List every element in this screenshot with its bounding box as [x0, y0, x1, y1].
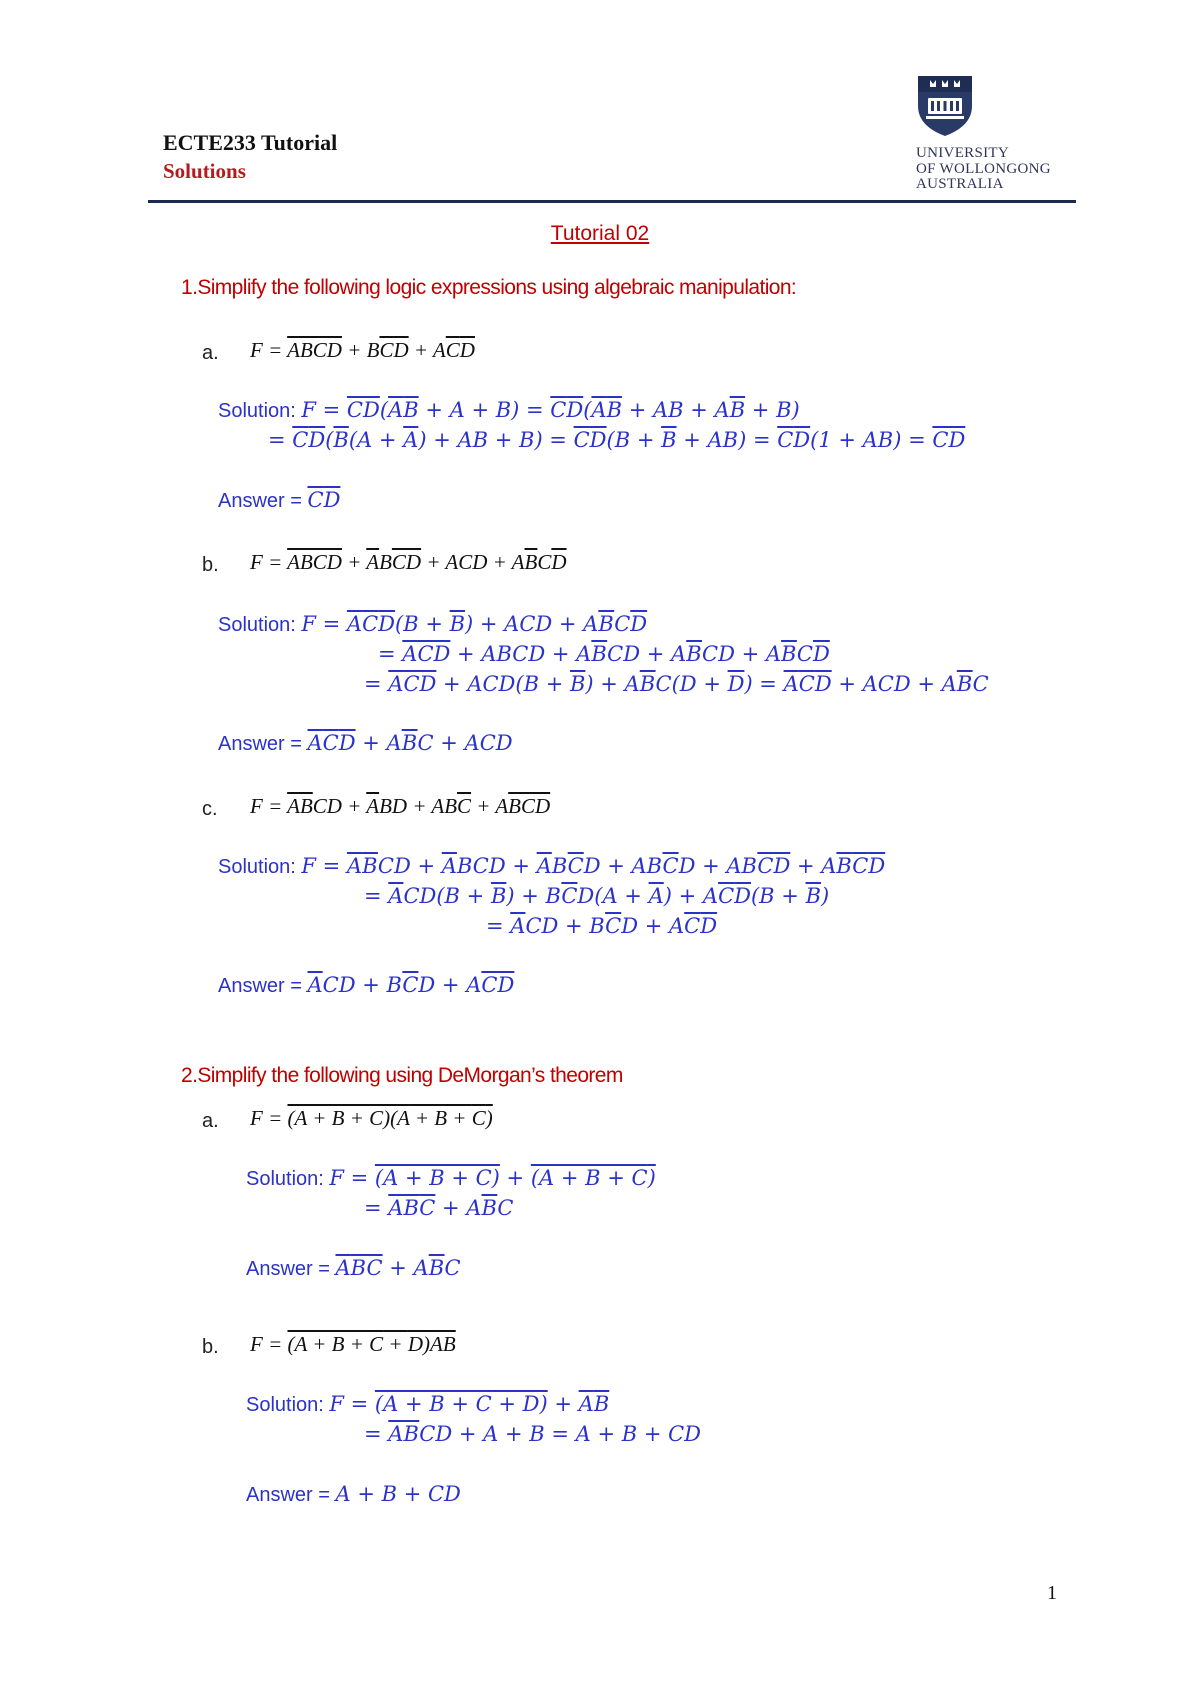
part-1a-answer: Answer = $\overline{C}\overline{D}$: [218, 488, 341, 512]
part-1c-answer: Answer = $\overline{A}CD + B\overline{C}D + A\overline{C}\overline{D}$: [218, 973, 515, 997]
university-line: AUSTRALIA: [916, 176, 1004, 192]
part-1b-solution-line-3: = $\overline{A}\overline{C}\overline{D} + ACD(B + \overline{B}) + A\overline{B}C(D + \overline{D}) = \overline{A}\overline{C}\overline{D}$ + ACD + $A\overline{B}C$: [364, 672, 989, 696]
part-2b-label: b.: [202, 1336, 219, 1358]
part-1c-solution-line-2: = $\overline{A}CD(B + \overline{B}) + B\overline{C}D(A + \overline{A}) + A\overline{C}\overline{D}(B + \overline{B})$: [364, 884, 830, 908]
part-1a-expression: F = ABCD + $B\overline{C}\overline{D} + A\overline{C}\overline{D}$: [250, 338, 475, 362]
part-1b-solution-line-2: = $\overline{A}\overline{C}\overline{D}$ + ABCD + $A\overline{B}CD + A\overline{B}CD + A\overline{B}C\overline{D}$: [378, 642, 830, 666]
part-2b-solution-line-2: = $\overline{A}\overline{B}CD + A + B = A + B$ + CD: [364, 1422, 702, 1446]
part-1c-expression: $F = \overline{AB}CD + \overline{A}BD + AB\overline{C} + A\overline{BCD}$: [250, 794, 551, 818]
part-1c-solution-line-3: = $\overline{A}CD + B\overline{C}D + A\overline{C}\overline{D}$: [486, 914, 718, 938]
part-1a-label: a.: [202, 342, 219, 364]
part-1b-label: b.: [202, 554, 219, 576]
part-1c-label: c.: [202, 798, 218, 820]
university-line: UNIVERSITY: [916, 145, 1009, 161]
question-2-heading: 2.Simplify the following using DeMorgan’s theorem: [181, 1064, 623, 1087]
part-2a-answer: Answer = $\overline{A}\overline{B}\overline{C} + A\overline{B}C$: [246, 1256, 461, 1280]
part-1a-solution-line-1: Solution: $F = \overline{C}\overline{D}(\overline{A}\overline{B} + A + B) = \overline{C}\overline{D}(\overline{A}\overline{B}$ + AB + $A\overline{B} + B$): [218, 398, 800, 422]
part-2a-solution-line-1: Solution: F = (A + B + C) + (A + B + C): [246, 1166, 656, 1190]
header-divider: [148, 200, 1076, 203]
part-1b-answer: Answer = $\overline{A}\overline{C}\overline{D} + A\overline{B}C$ + ACD: [218, 731, 513, 755]
university-crest-icon: [912, 72, 978, 138]
part-1a-solution-line-2: = $\overline{C}\overline{D}(\overline{B}(A + \overline{A})$ + AB + $B) = \overline{C}\overline{D}(B + \overline{B} + AB) = \overline{C}\overline{D}(1 + AB) = \overline{C}\overline{D}$: [268, 428, 966, 452]
page-number: 1: [1047, 1582, 1057, 1604]
part-1b-solution-line-1: Solution: $F = \overline{A}\overline{C}\overline{D}(B + \overline{B})$ + ACD + $A\overline{B}C\overline{D}$: [218, 612, 648, 636]
university-line: OF WOLLONGONG: [916, 160, 1051, 177]
part-2b-expression: F = (A + B + C + D)AB: [250, 1332, 456, 1356]
question-1-heading: 1.Simplify the following logic expressions using algebraic manipulation:: [181, 276, 797, 299]
university-name: [916, 146, 1051, 193]
part-2b-solution-line-1: Solution: $F = (A + B + C + D) + \overline{A}\overline{B}$: [246, 1392, 610, 1416]
part-2a-solution-line-2: = $\overline{A}\overline{B}\overline{C} + A\overline{B}C$: [364, 1196, 514, 1220]
page-title: Tutorial 02: [550, 222, 650, 245]
course-title: ECTE233 Tutorial: [163, 130, 338, 155]
part-1b-expression: F = ABCD + $\overline{A}B\overline{CD}$ + ACD + $A\overline{B}C\overline{D}$: [250, 550, 567, 574]
document-subtitle: Solutions: [163, 159, 246, 183]
part-2a-expression: F = (A + B + C)(A + B + C): [250, 1106, 493, 1130]
part-1c-solution-line-1: Solution: $F = \overline{A}\overline{B}CD + \overline{A}BCD + \overline{A}B\overline{C}D + AB\overline{C}D + AB\overline{C}\overline{D} + A\overline{B}\overline{C}\overline{D}$: [218, 854, 886, 878]
part-2a-label: a.: [202, 1110, 219, 1132]
part-2b-answer: Answer = A + B + CD: [246, 1482, 461, 1506]
